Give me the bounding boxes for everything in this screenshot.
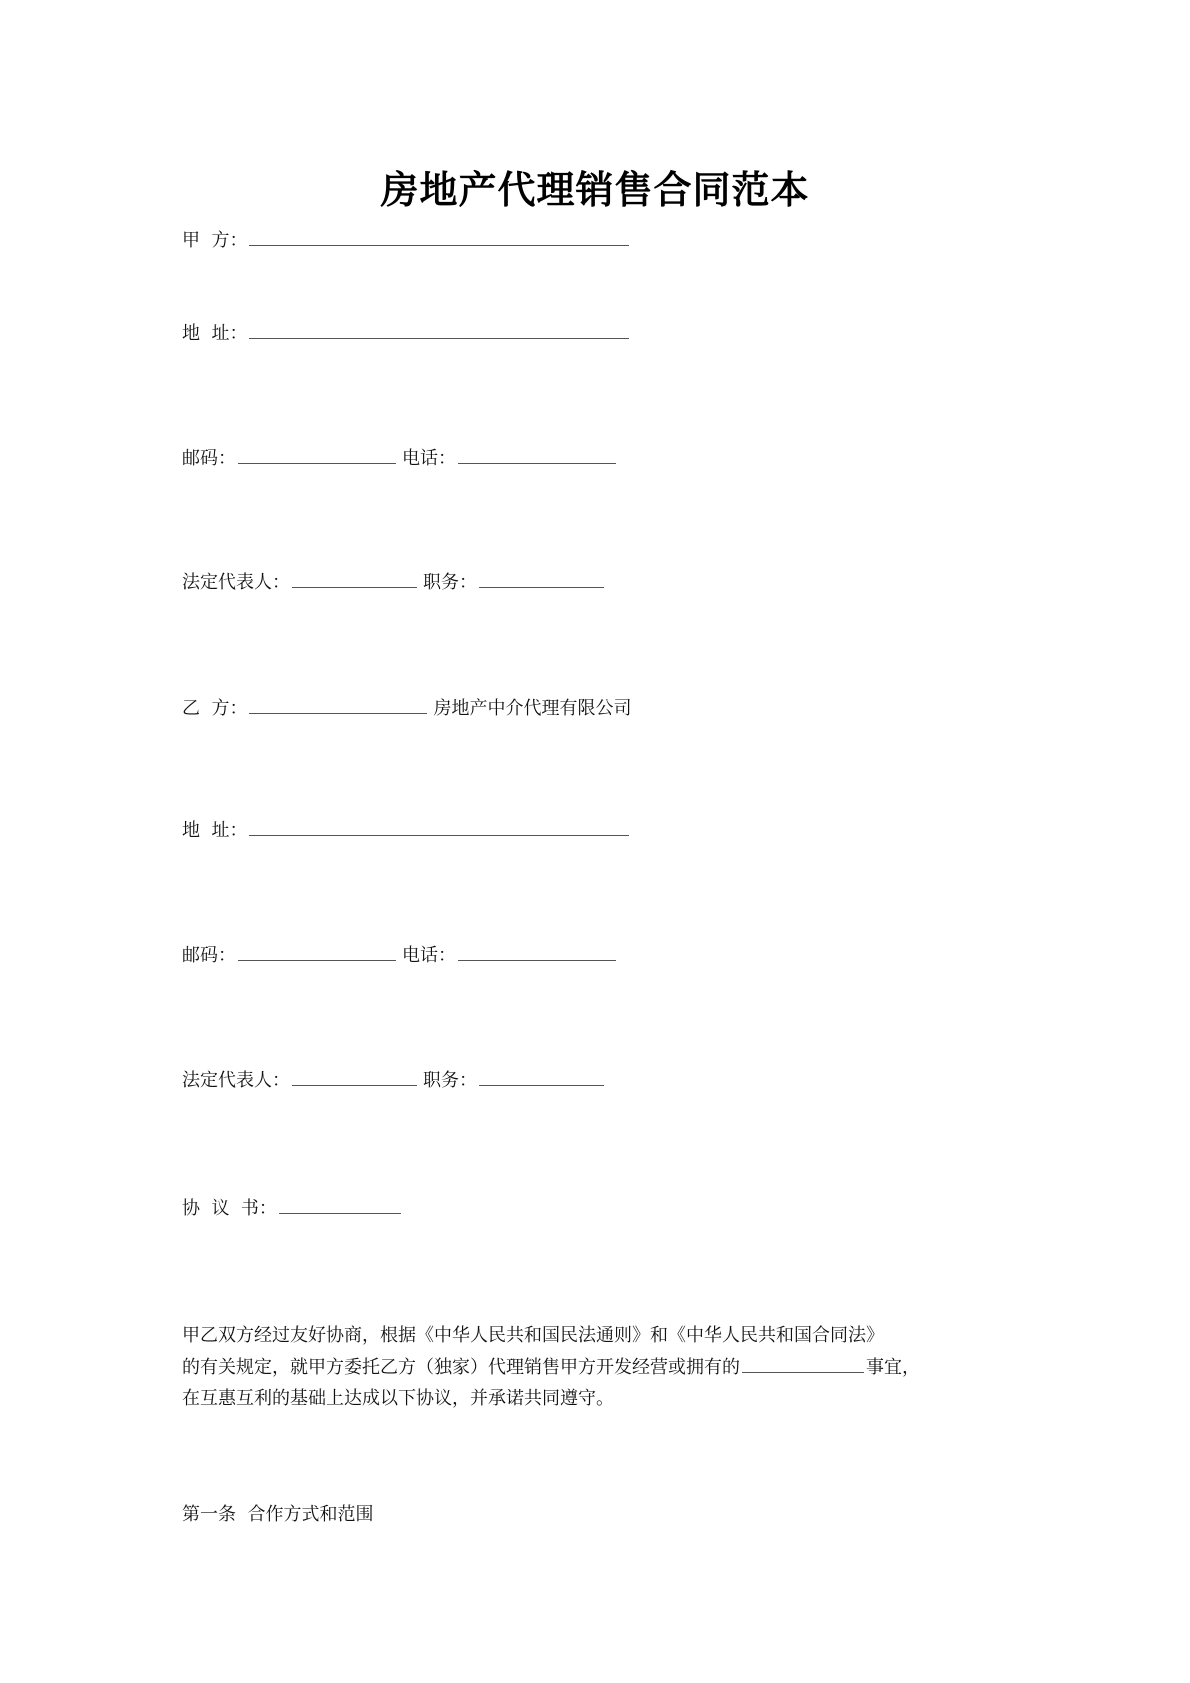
- party-a-address-label: 地 址：: [182, 323, 248, 344]
- party-b-name-field[interactable]: [249, 696, 427, 714]
- party-b-postcode-label: 邮码：: [182, 945, 236, 966]
- party-b-contact-row: [182, 943, 622, 968]
- agreement-label: 协 议 书：: [182, 1198, 277, 1219]
- party-b-position-label: 职务：: [423, 1070, 477, 1091]
- party-a-postcode-field[interactable]: [238, 446, 396, 464]
- preamble-line-2: [182, 1352, 1032, 1384]
- party-a-phone-field[interactable]: [458, 446, 616, 464]
- party-a-contact-row: [182, 446, 622, 471]
- party-a-rep-row: [182, 570, 610, 595]
- party-a-name-label: 甲 方：: [182, 230, 248, 251]
- agreement-row: [182, 1196, 407, 1221]
- party-a-phone-label: 电话：: [402, 448, 456, 469]
- agreement-field[interactable]: [279, 1196, 401, 1214]
- party-a-name-field[interactable]: [249, 228, 629, 246]
- preamble-line-1: 甲乙双方经过友好协商，根据《中华人民共和国民法通则》和《中华人民共和国合同法》: [182, 1325, 884, 1346]
- preamble-line-2-before: 的有关规定，就甲方委托乙方（独家）代理销售甲方开发经营或拥有的: [182, 1356, 740, 1378]
- party-b-address-label: 地 址：: [182, 820, 248, 841]
- party-b-legal-rep-field[interactable]: [292, 1068, 417, 1086]
- preamble-line-3: 在互惠互利的基础上达成以下协议，并承诺共同遵守。: [182, 1388, 614, 1409]
- party-b-position-field[interactable]: [479, 1068, 604, 1086]
- party-a-position-label: 职务：: [423, 572, 477, 593]
- party-b-rep-row: [182, 1068, 610, 1093]
- preamble-subject-field[interactable]: [742, 1355, 864, 1373]
- party-a-name-row: [182, 228, 635, 253]
- party-b-postcode-field[interactable]: [238, 943, 396, 961]
- party-b-legal-rep-label: 法定代表人：: [182, 1070, 290, 1091]
- party-a-postcode-label: 邮码：: [182, 448, 236, 469]
- party-a-legal-rep-field[interactable]: [292, 570, 417, 588]
- preamble-paragraph: [182, 1320, 1032, 1415]
- party-a-address-field[interactable]: [249, 321, 629, 339]
- party-b-name-label: 乙 方：: [182, 698, 248, 719]
- party-b-phone-label: 电话：: [402, 945, 456, 966]
- party-a-legal-rep-label: 法定代表人：: [182, 572, 290, 593]
- party-b-name-suffix: 房地产中介代理有限公司: [433, 698, 632, 719]
- party-b-address-row: [182, 818, 635, 843]
- party-b-name-row: [182, 696, 631, 721]
- document-title: 房地产代理销售合同范本: [380, 167, 810, 212]
- party-b-address-field[interactable]: [249, 818, 629, 836]
- preamble-line-2-after: 事宜，: [866, 1356, 920, 1378]
- party-a-address-row: [182, 321, 635, 346]
- party-b-phone-field[interactable]: [458, 943, 616, 961]
- article-1-heading: 第一条 合作方式和范围: [182, 1504, 374, 1525]
- party-a-position-field[interactable]: [479, 570, 604, 588]
